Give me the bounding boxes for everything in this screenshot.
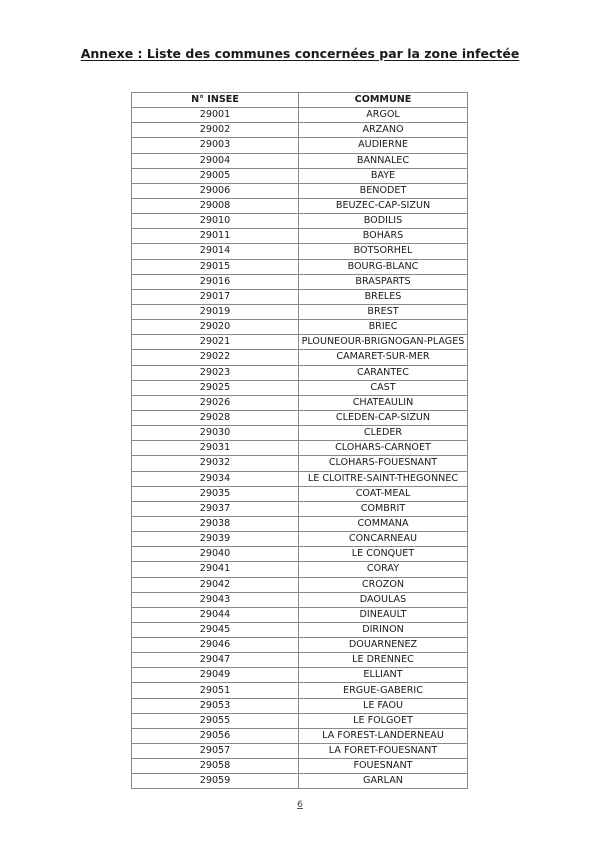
commune-cell: AUDIERNE xyxy=(299,138,468,153)
table-row xyxy=(132,622,468,637)
table-row xyxy=(132,153,468,168)
insee-cell: 29017 xyxy=(132,289,299,304)
table-row xyxy=(132,168,468,183)
insee-cell: 29003 xyxy=(132,138,299,153)
insee-cell: 29047 xyxy=(132,653,299,668)
table-row xyxy=(132,774,468,789)
commune-cell: CLEDER xyxy=(299,426,468,441)
table-row xyxy=(132,304,468,319)
insee-cell: 29046 xyxy=(132,638,299,653)
table-row xyxy=(132,728,468,743)
table-row xyxy=(132,577,468,592)
insee-cell: 29035 xyxy=(132,486,299,501)
table-row xyxy=(132,410,468,425)
table-row xyxy=(132,108,468,123)
table-row xyxy=(132,441,468,456)
table-row xyxy=(132,350,468,365)
insee-cell: 29021 xyxy=(132,335,299,350)
commune-cell: BRELES xyxy=(299,289,468,304)
table-row xyxy=(132,759,468,774)
page-number: 6 xyxy=(297,800,303,810)
insee-cell: 29008 xyxy=(132,198,299,213)
commune-cell: BENODET xyxy=(299,183,468,198)
commune-cell: CONCARNEAU xyxy=(299,532,468,547)
commune-cell: ARGOL xyxy=(299,108,468,123)
table-row xyxy=(132,229,468,244)
insee-cell: 29022 xyxy=(132,350,299,365)
insee-cell: 29059 xyxy=(132,774,299,789)
table-row xyxy=(132,516,468,531)
insee-cell: 29042 xyxy=(132,577,299,592)
commune-cell: ARZANO xyxy=(299,123,468,138)
commune-cell: BOURG-BLANC xyxy=(299,259,468,274)
insee-cell: 29015 xyxy=(132,259,299,274)
table-row xyxy=(132,395,468,410)
table-row xyxy=(132,456,468,471)
commune-cell: CHATEAULIN xyxy=(299,395,468,410)
insee-cell: 29055 xyxy=(132,713,299,728)
commune-cell: BOTSORHEL xyxy=(299,244,468,259)
insee-cell: 29011 xyxy=(132,229,299,244)
header-commune: COMMUNE xyxy=(299,93,468,108)
commune-cell: FOUESNANT xyxy=(299,759,468,774)
commune-cell: DINEAULT xyxy=(299,607,468,622)
commune-cell: LE CONQUET xyxy=(299,547,468,562)
insee-cell: 29044 xyxy=(132,607,299,622)
table-row xyxy=(132,335,468,350)
commune-cell: LE FAOU xyxy=(299,698,468,713)
commune-cell: BODILIS xyxy=(299,214,468,229)
commune-cell: COAT-MEAL xyxy=(299,486,468,501)
commune-cell: CLOHARS-FOUESNANT xyxy=(299,456,468,471)
insee-cell: 29014 xyxy=(132,244,299,259)
commune-cell: COMMANA xyxy=(299,516,468,531)
insee-cell: 29056 xyxy=(132,728,299,743)
table-row xyxy=(132,259,468,274)
table-row xyxy=(132,426,468,441)
insee-cell: 29001 xyxy=(132,108,299,123)
table-row xyxy=(132,607,468,622)
table-row xyxy=(132,592,468,607)
commune-cell: BRIEC xyxy=(299,320,468,335)
commune-cell: BREST xyxy=(299,304,468,319)
insee-cell: 29010 xyxy=(132,214,299,229)
communes-table xyxy=(131,92,468,789)
commune-cell: COMBRIT xyxy=(299,501,468,516)
commune-cell: DOUARNENEZ xyxy=(299,638,468,653)
insee-cell: 29043 xyxy=(132,592,299,607)
commune-cell: CLEDEN-CAP-SIZUN xyxy=(299,410,468,425)
commune-cell: BEUZEC-CAP-SIZUN xyxy=(299,198,468,213)
commune-cell: BOHARS xyxy=(299,229,468,244)
commune-cell: CLOHARS-CARNOET xyxy=(299,441,468,456)
insee-cell: 29053 xyxy=(132,698,299,713)
table-row xyxy=(132,668,468,683)
page-title: Annexe : Liste des communes concernées par la zone infectée xyxy=(80,46,520,61)
insee-cell: 29032 xyxy=(132,456,299,471)
insee-cell: 29006 xyxy=(132,183,299,198)
table-row xyxy=(132,683,468,698)
table-row xyxy=(132,653,468,668)
insee-cell: 29005 xyxy=(132,168,299,183)
commune-cell: BAYE xyxy=(299,168,468,183)
table-row xyxy=(132,123,468,138)
insee-cell: 29041 xyxy=(132,562,299,577)
insee-cell: 29045 xyxy=(132,622,299,637)
insee-cell: 29058 xyxy=(132,759,299,774)
table-row xyxy=(132,638,468,653)
insee-cell: 29037 xyxy=(132,501,299,516)
header-insee: N° INSEE xyxy=(132,93,299,108)
commune-cell: LE FOLGOET xyxy=(299,713,468,728)
table-row xyxy=(132,320,468,335)
table-row xyxy=(132,274,468,289)
table-row xyxy=(132,547,468,562)
insee-cell: 29040 xyxy=(132,547,299,562)
insee-cell: 29039 xyxy=(132,532,299,547)
insee-cell: 29057 xyxy=(132,744,299,759)
insee-cell: 29020 xyxy=(132,320,299,335)
insee-cell: 29038 xyxy=(132,516,299,531)
commune-cell: PLOUNEOUR-BRIGNOGAN-PLAGES xyxy=(299,335,468,350)
commune-cell: LE DRENNEC xyxy=(299,653,468,668)
table-row xyxy=(132,289,468,304)
commune-cell: BRASPARTS xyxy=(299,274,468,289)
table-row xyxy=(132,138,468,153)
insee-cell: 29016 xyxy=(132,274,299,289)
table-row xyxy=(132,244,468,259)
table-header-row xyxy=(132,93,468,108)
commune-cell: DIRINON xyxy=(299,622,468,637)
commune-cell: CARANTEC xyxy=(299,365,468,380)
insee-cell: 29023 xyxy=(132,365,299,380)
commune-cell: ERGUE-GABERIC xyxy=(299,683,468,698)
table-row xyxy=(132,532,468,547)
table-row xyxy=(132,562,468,577)
commune-cell: LA FOREST-LANDERNEAU xyxy=(299,728,468,743)
table-row xyxy=(132,183,468,198)
table-row xyxy=(132,486,468,501)
insee-cell: 29019 xyxy=(132,304,299,319)
insee-cell: 29025 xyxy=(132,380,299,395)
commune-cell: BANNALEC xyxy=(299,153,468,168)
commune-cell: LE CLOITRE-SAINT-THEGONNEC xyxy=(299,471,468,486)
insee-cell: 29026 xyxy=(132,395,299,410)
insee-cell: 29051 xyxy=(132,683,299,698)
table-row xyxy=(132,713,468,728)
insee-cell: 29030 xyxy=(132,426,299,441)
insee-cell: 29002 xyxy=(132,123,299,138)
table-row xyxy=(132,214,468,229)
table-row xyxy=(132,198,468,213)
commune-cell: CAMARET-SUR-MER xyxy=(299,350,468,365)
insee-cell: 29049 xyxy=(132,668,299,683)
table-row xyxy=(132,365,468,380)
table-row xyxy=(132,501,468,516)
commune-cell: LA FORET-FOUESNANT xyxy=(299,744,468,759)
insee-cell: 29028 xyxy=(132,410,299,425)
commune-cell: GARLAN xyxy=(299,774,468,789)
commune-cell: CAST xyxy=(299,380,468,395)
table-row xyxy=(132,380,468,395)
table-row xyxy=(132,471,468,486)
insee-cell: 29004 xyxy=(132,153,299,168)
table-row xyxy=(132,744,468,759)
commune-cell: CORAY xyxy=(299,562,468,577)
commune-cell: DAOULAS xyxy=(299,592,468,607)
commune-cell: ELLIANT xyxy=(299,668,468,683)
table-row xyxy=(132,698,468,713)
commune-cell: CROZON xyxy=(299,577,468,592)
insee-cell: 29034 xyxy=(132,471,299,486)
insee-cell: 29031 xyxy=(132,441,299,456)
